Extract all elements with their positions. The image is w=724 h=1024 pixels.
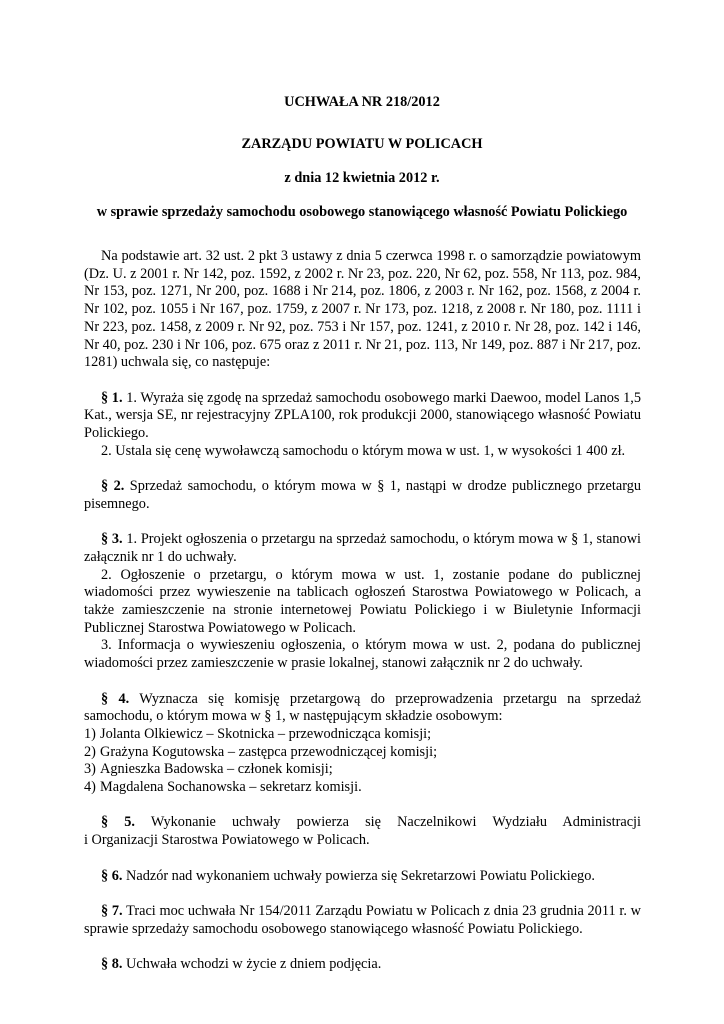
section-7-number: § 7. bbox=[101, 902, 123, 919]
section-2-text: Sprzedaż samochodu, o którym mowa w § 1, nastąpi w drodze publicznego przetargu pisemnego. bbox=[84, 478, 641, 512]
section-4 bbox=[84, 691, 641, 726]
list-item-text: Grażyna Kogutowska – zastępca przewodniczącej komisji; bbox=[100, 743, 438, 760]
list-item-number: 2) bbox=[84, 743, 96, 760]
section-5-text: Wykonanie uchwały powierza się Naczelnikowi Wydziału Administracji bbox=[150, 814, 641, 831]
list-item bbox=[84, 726, 641, 744]
section-2-number: § 2. bbox=[101, 478, 125, 495]
section-2 bbox=[84, 478, 641, 513]
list-item-text: Agnieszka Badowska – członek komisji; bbox=[100, 761, 333, 778]
section-3-para-3: 3. Informacja o wywieszeniu ogłoszenia, o którym mowa w ust. 2, podana do publicznej wiadomości przez zamieszczenie w prasie lokalnej, stanowi załącznik nr 2 do uchwały. bbox=[84, 637, 641, 672]
section-5-number: § 5. bbox=[101, 814, 135, 831]
committee-members-list bbox=[84, 726, 641, 797]
section-3-para-2: 2. Ogłoszenie o przetargu, o którym mowa w ust. 1, zostanie podane do publicznej wiadomości przez wywieszenie na tablicach ogłoszeń Starostwa Powiatowego w Policach, a także zamieszczenie na stronie internetowej Powiatu Polickiego i w Biuletynie Informacji Publicznej Starostwa Powiatowego w Policach. bbox=[84, 566, 641, 636]
section-1-para-1 bbox=[84, 390, 641, 443]
section-7 bbox=[84, 903, 641, 938]
section-8-text: Uchwała wchodzi w życie z dniem podjęcia. bbox=[126, 956, 382, 972]
resolution-body bbox=[84, 248, 641, 974]
section-8-number: § 8. bbox=[101, 956, 123, 972]
section-1-para-2: 2. Ustala się cenę wywoławczą samochodu o którym mowa w ust. 1, w wysokości 1 400 zł. bbox=[101, 442, 626, 459]
section-3-para-1-text: 1. Projekt ogłoszenia o przetargu na sprzedaż samochodu, o którym mowa w § 1, stanowi załącznik nr 1 do uchwały. bbox=[84, 531, 641, 565]
resolution-date: z dnia 12 kwietnia 2012 r. bbox=[284, 170, 440, 186]
preamble: Na podstawie art. 32 ust. 2 pkt 3 ustawy z dnia 5 czerwca 1998 r. o samorządzie powiatowym (Dz. U. z 2001 r. Nr 142, poz. 1592, z 2002 r. Nr 23, poz. 220, Nr 62, poz. 558, Nr 113, poz. 984, Nr 153, poz. 1271, Nr 200, poz. 1688 i Nr 214, poz. 1806, z 2003 r. Nr 162, poz. 1568, z 2004 r. Nr 102, poz. 1055 i Nr 167, poz. 1759, z 2007 r. Nr 173, poz. 1218, z 2008 r. Nr 180, poz. 1111 i Nr 223, poz. 1458, z 2009 r. Nr 92, poz. 753 i Nr 157, poz. 1241, z 2010 r. Nr 28, poz. 142 i 146, Nr 40, poz. 230 i Nr 106, poz. 675 oraz z 2011 r. Nr 21, poz. 113, Nr 149, poz. 887 i Nr 217, poz. 1281) uchwala się, co następuje: bbox=[84, 248, 641, 371]
list-item-number: 3) bbox=[84, 761, 96, 778]
section-6 bbox=[84, 868, 641, 886]
list-item bbox=[84, 779, 641, 797]
section-5-line-1 bbox=[84, 814, 641, 832]
section-3-number: § 3. bbox=[101, 531, 123, 548]
section-4-number: § 4. bbox=[101, 690, 130, 707]
list-item bbox=[84, 761, 641, 779]
section-7-text: Traci moc uchwała Nr 154/2011 Zarządu Powiatu w Policach z dnia 23 grudnia 2011 r. w sprawie sprzedaży samochodu osobowego stanowiącego własność Powiatu Polickiego. bbox=[84, 902, 641, 937]
section-4-text: Wyznacza się komisję przetargową do przeprowadzenia przetargu na sprzedaż samochodu, o którym mowa w § 1, w następującym składzie osobowym: bbox=[84, 690, 641, 725]
section-1-para-1-text: 1. Wyraża się zgodę na sprzedaż samochodu osobowego marki Daewoo, model Lanos 1,5 Kat., wersja SE, nr rejestracyjny ZPLA100, rok produkcji 2000, stanowiącego własność Powiatu Polickiego. bbox=[84, 389, 641, 442]
resolution-title: UCHWAŁA NR 218/2012 bbox=[284, 94, 440, 110]
section-5-line-2: i Organizacji Starostwa Powiatowego w Policach. bbox=[84, 832, 370, 849]
list-item-number: 4) bbox=[84, 779, 96, 796]
section-3-para-1 bbox=[84, 531, 641, 566]
issuing-body: ZARZĄDU POWIATU W POLICACH bbox=[241, 136, 483, 152]
list-item bbox=[84, 744, 641, 762]
section-6-text: Nadzór nad wykonaniem uchwały powierza się Sekretarzowi Powiatu Polickiego. bbox=[126, 867, 595, 884]
list-item-text: Jolanta Olkiewicz – Skotnicka – przewodnicząca komisji; bbox=[100, 725, 432, 742]
list-item-text: Magdalena Sochanowska – sekretarz komisji. bbox=[100, 779, 362, 796]
section-8 bbox=[84, 956, 641, 974]
list-item-number: 1) bbox=[84, 725, 96, 742]
resolution-subject: w sprawie sprzedaży samochodu osobowego stanowiącego własność Powiatu Polickiego bbox=[96, 204, 628, 220]
section-1-number: § 1. bbox=[101, 389, 123, 406]
section-6-number: § 6. bbox=[101, 867, 123, 884]
